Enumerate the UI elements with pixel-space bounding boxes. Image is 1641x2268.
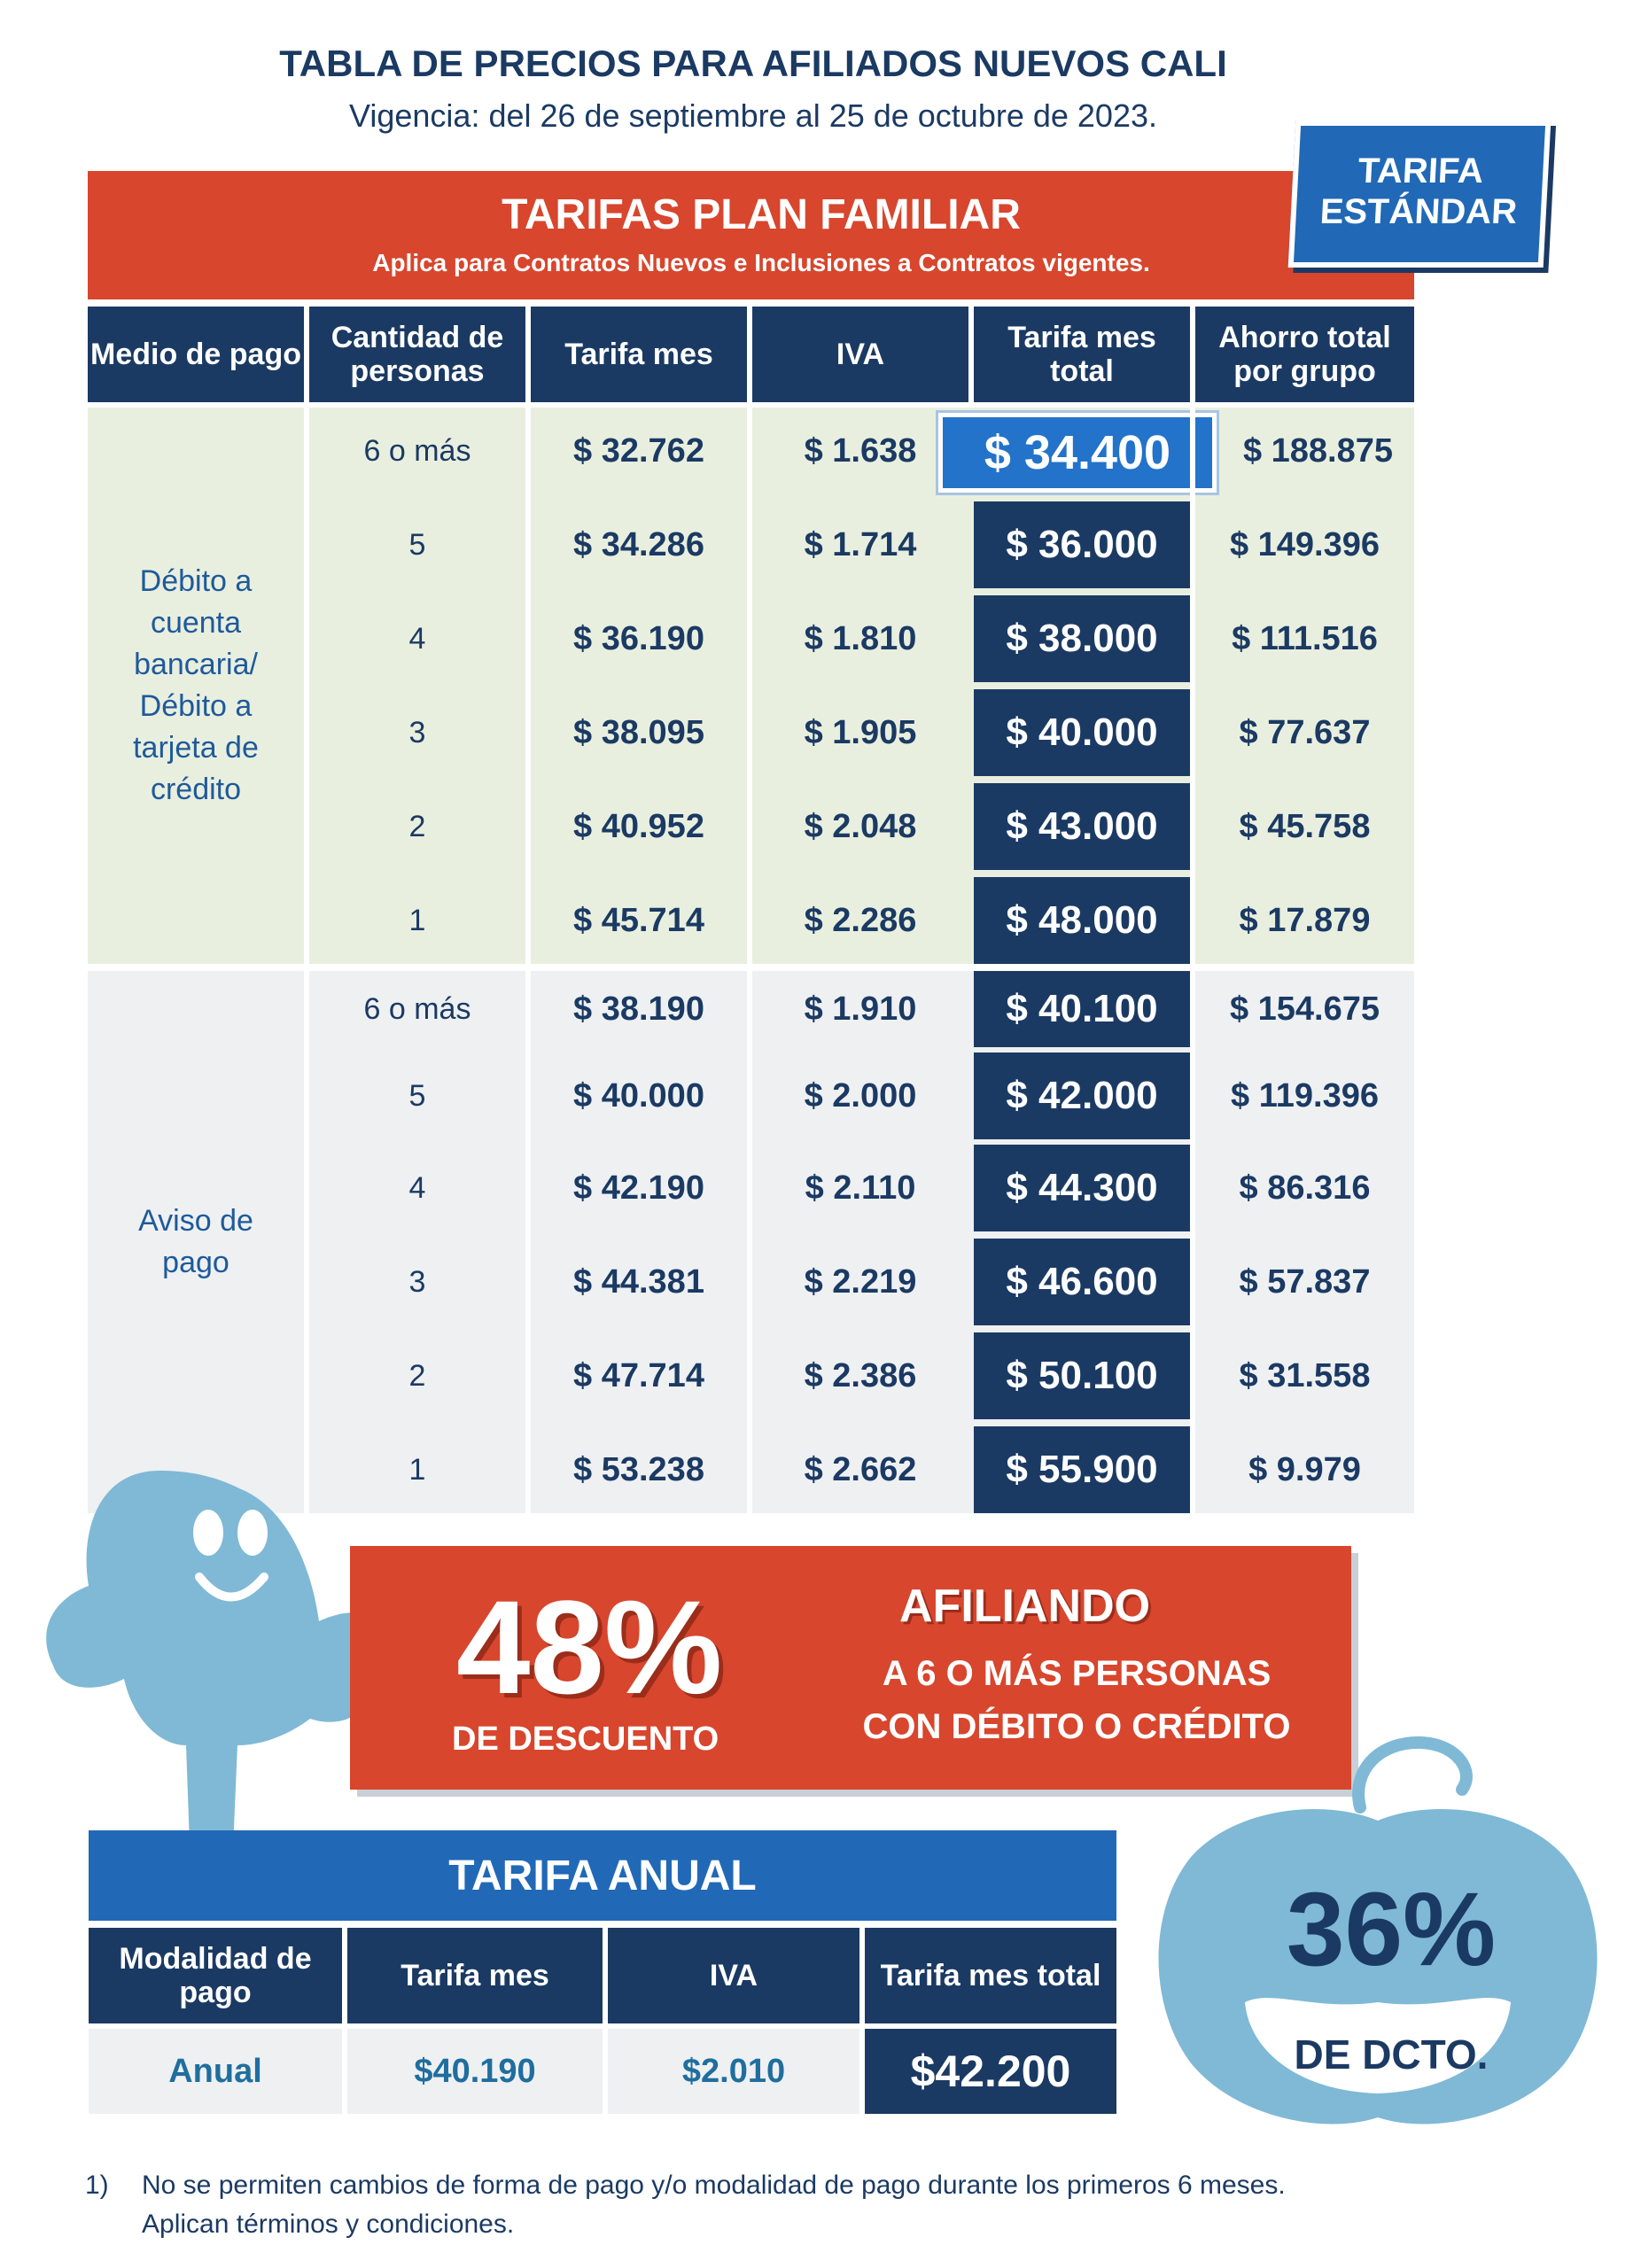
cell-tarifa-mes: $ 40.952 <box>573 807 704 845</box>
cell-tarifa-total: $ 38.000 <box>974 595 1190 682</box>
cell-iva: $ 2.286 <box>804 901 917 939</box>
pumpkin-percent: 36% <box>1286 1871 1497 1988</box>
cell-cantidad: 4 <box>408 621 426 656</box>
cell-iva: $ 1.810 <box>804 619 917 657</box>
cell-cantidad: 3 <box>408 1264 426 1299</box>
plan-familiar-subtitle: Aplica para Contratos Nuevos e Inclusiones a Contratos vigentes. <box>372 249 1150 276</box>
method-debito: Débito a cuenta bancaria/ Débito a tarjeta de crédito <box>133 564 259 806</box>
grid-line <box>1190 307 1195 1513</box>
cell-tarifa-mes: $ 53.238 <box>573 1450 704 1488</box>
cell-iva: $ 1.910 <box>804 990 917 1028</box>
col-header-tarifa-total: Tarifa mes total <box>974 307 1190 402</box>
cell-iva: $ 2.048 <box>804 807 917 845</box>
cell-ahorro: $ 149.396 <box>1229 525 1380 563</box>
cell-cantidad: 3 <box>408 715 426 750</box>
anual-cell-iva: $2.010 <box>608 2029 859 2114</box>
col-header-cantidad: Cantidad de personas <box>309 307 525 402</box>
plan-familiar-banner <box>88 171 1414 299</box>
cell-cantidad: 5 <box>408 527 426 562</box>
cell-cantidad: 2 <box>408 1358 426 1393</box>
cell-tarifa-total: $ 40.100 <box>974 971 1190 1047</box>
col-header-iva: IVA <box>752 307 968 402</box>
cell-ahorro: $ 17.879 <box>1239 901 1371 939</box>
promo-percent: 48% <box>456 1573 723 1721</box>
cell-tarifa-total: $ 40.000 <box>974 689 1190 776</box>
anual-col-modalidad: Modalidad de pago <box>89 1928 342 2023</box>
footnote-line-1: No se permiten cambios de forma de pago y/o modalidad de pago durante los primeros 6 meses. <box>142 2171 1286 2200</box>
cell-tarifa-total: $ 55.900 <box>974 1426 1190 1513</box>
cell-tarifa-mes: $ 40.000 <box>573 1076 704 1115</box>
cell-tarifa-total: $ 44.300 <box>974 1145 1190 1231</box>
footnote-number: 1) <box>85 2171 109 2200</box>
cell-tarifa-mes: $ 44.381 <box>573 1262 704 1301</box>
cell-tarifa-mes: $ 36.190 <box>573 619 704 657</box>
anual-col-iva: IVA <box>608 1928 859 2023</box>
cell-iva: $ 2.219 <box>804 1262 917 1301</box>
cell-tarifa-mes: $ 38.095 <box>573 713 704 751</box>
promo-line-1: AFILIANDO <box>899 1581 1151 1632</box>
cell-ahorro: $ 9.979 <box>1248 1450 1361 1488</box>
badge-line-2: ESTÁNDAR <box>1318 192 1519 231</box>
cell-iva: $ 2.662 <box>804 1450 917 1488</box>
cell-tarifa-total: $ 50.100 <box>974 1332 1190 1419</box>
cell-iva: $ 2.000 <box>804 1076 917 1115</box>
tarifa-anual-title: TARIFA ANUAL <box>89 1830 1116 1921</box>
promo-line-3: CON DÉBITO O CRÉDITO <box>862 1707 1291 1746</box>
page-title: TABLA DE PRECIOS PARA AFILIADOS NUEVOS CALI <box>279 43 1227 84</box>
cell-ahorro: $ 119.396 <box>1231 1076 1379 1115</box>
anual-col-tarifa-mes: Tarifa mes <box>347 1928 603 2023</box>
cell-ahorro: $ 45.758 <box>1239 807 1371 845</box>
cell-tarifa-mes: $ 45.714 <box>573 901 704 939</box>
promo-line-2: A 6 O MÁS PERSONAS <box>882 1654 1272 1693</box>
method-aviso: Aviso de pago <box>138 1204 253 1279</box>
cell-cantidad: 6 o más <box>363 433 471 468</box>
cell-iva: $ 1.638 <box>804 431 917 470</box>
grid-line <box>304 307 309 1513</box>
cell-ahorro: $ 31.558 <box>1239 1356 1371 1394</box>
cell-ahorro: $ 154.675 <box>1229 990 1380 1028</box>
cell-cantidad: 6 o más <box>363 991 471 1026</box>
cell-ahorro: $ 57.837 <box>1239 1262 1371 1301</box>
cell-iva: $ 1.714 <box>804 525 917 563</box>
cell-ahorro: $ 77.637 <box>1239 713 1371 751</box>
anual-col-total: Tarifa mes total <box>865 1928 1116 2023</box>
cell-tarifa-mes: $ 38.190 <box>573 990 704 1028</box>
badge-line-1: TARIFA <box>1357 151 1485 190</box>
tarifa-estandar-badge <box>1288 120 1552 268</box>
col-header-medio: Medio de pago <box>88 307 304 402</box>
validity-subtitle: Vigencia: del 26 de septiembre al 25 de octubre de 2023. <box>349 97 1157 134</box>
anual-cell-tarifa-mes: $40.190 <box>347 2029 603 2114</box>
anual-cell-total: $42.200 <box>865 2029 1116 2114</box>
plan-familiar-title: TARIFAS PLAN FAMILIAR <box>502 191 1021 238</box>
cell-iva: $ 2.110 <box>805 1169 916 1207</box>
cell-tarifa-total-highlight: $ 34.400 <box>938 413 1217 493</box>
cell-ahorro: $ 86.316 <box>1239 1169 1371 1207</box>
cell-ahorro: $ 111.516 <box>1232 619 1378 657</box>
cell-tarifa-total: $ 43.000 <box>974 783 1190 870</box>
cell-iva: $ 1.905 <box>804 713 917 751</box>
grid-line <box>525 307 531 1513</box>
cell-cantidad: 2 <box>408 809 426 843</box>
cell-cantidad: 5 <box>408 1078 426 1113</box>
cell-cantidad: 1 <box>408 903 426 937</box>
cell-ahorro: $ 188.875 <box>1242 431 1394 470</box>
pumpkin-label: DE DCTO. <box>1294 2031 1489 2078</box>
promo-percent-label: DE DESCUENTO <box>452 1720 719 1758</box>
footnote-line-2: Aplican términos y condiciones. <box>142 2210 515 2239</box>
cell-tarifa-mes: $ 47.714 <box>573 1356 704 1394</box>
anual-cell-modalidad: Anual <box>89 2029 342 2114</box>
cell-tarifa-mes: $ 32.762 <box>573 431 704 470</box>
cell-tarifa-mes: $ 34.286 <box>573 525 704 563</box>
cell-cantidad: 4 <box>408 1170 426 1205</box>
col-header-tarifa-mes: Tarifa mes <box>531 307 747 402</box>
cell-tarifa-total: $ 46.600 <box>974 1239 1190 1325</box>
col-header-ahorro: Ahorro total por grupo <box>1195 307 1414 402</box>
cell-tarifa-total: $ 48.000 <box>974 877 1190 964</box>
cell-iva: $ 2.386 <box>804 1356 917 1394</box>
cell-tarifa-total: $ 36.000 <box>974 501 1190 588</box>
cell-cantidad: 1 <box>408 1452 426 1487</box>
grid-line <box>747 307 752 1513</box>
section-divider <box>88 964 1414 971</box>
cell-tarifa-total: $ 42.000 <box>974 1052 1190 1139</box>
cell-tarifa-mes: $ 42.190 <box>573 1169 704 1207</box>
